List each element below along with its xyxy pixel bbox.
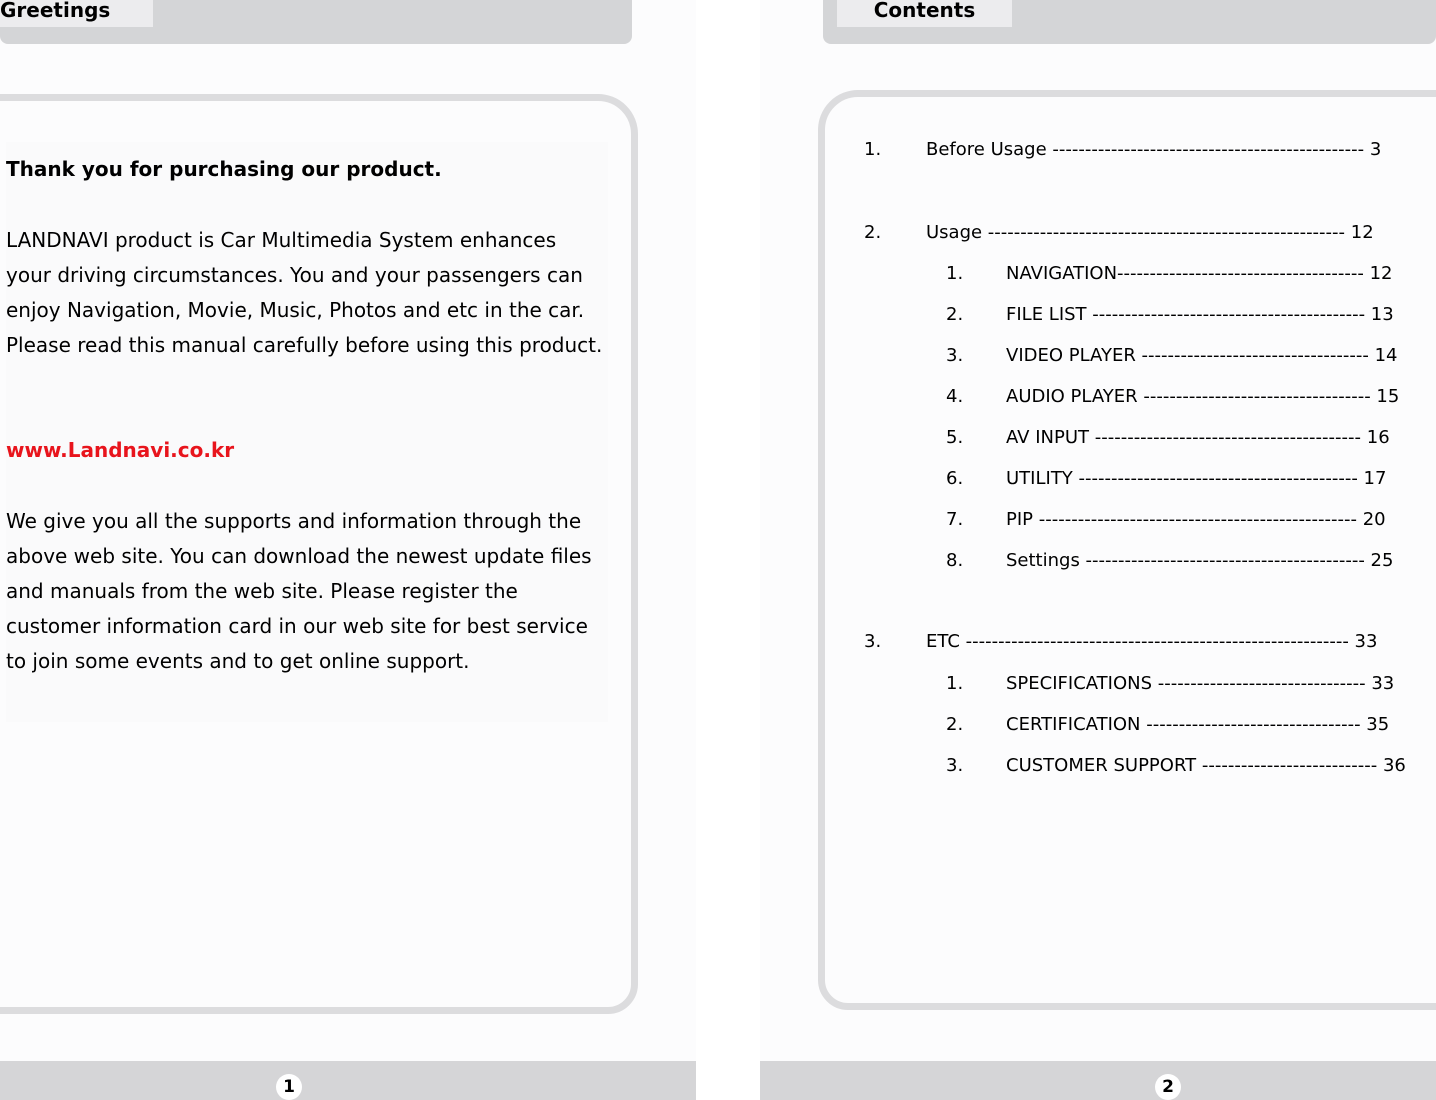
footer-bar bbox=[0, 1061, 696, 1100]
toc-subentry[interactable] bbox=[946, 714, 1390, 735]
toc-text: AV INPUT ----------------------------------------- 16 bbox=[1006, 427, 1390, 448]
toc-number: 2. bbox=[946, 714, 964, 735]
toc-subentry[interactable] bbox=[946, 345, 1398, 366]
toc-subentry[interactable] bbox=[946, 755, 1406, 776]
toc-text: VIDEO PLAYER ----------------------------------- 14 bbox=[1006, 345, 1398, 366]
toc-text: Usage ------------------------------------------------------- 12 bbox=[926, 222, 1374, 243]
toc-number: 2. bbox=[864, 222, 882, 243]
toc-number: 7. bbox=[946, 509, 964, 530]
toc-subentry[interactable] bbox=[946, 263, 1393, 284]
support-line: to join some events and to get online support. bbox=[6, 649, 470, 673]
toc-subentry[interactable] bbox=[946, 468, 1387, 489]
toc-text: SPECIFICATIONS -------------------------------- 33 bbox=[1006, 673, 1395, 694]
page-number-badge: 2 bbox=[1155, 1074, 1181, 1100]
intro-line: LANDNAVI product is Car Multimedia System enhances bbox=[6, 228, 557, 252]
toc-text: FILE LIST ------------------------------------------ 13 bbox=[1006, 304, 1394, 325]
toc-number: 2. bbox=[946, 304, 964, 325]
website-link[interactable]: www.Landnavi.co.kr bbox=[6, 438, 235, 462]
support-line: We give you all the supports and information through the bbox=[6, 509, 582, 533]
footer-bar bbox=[760, 1061, 1436, 1100]
toc-subentry[interactable] bbox=[946, 386, 1400, 407]
toc-entry-before-usage[interactable] bbox=[864, 139, 1382, 160]
toc-number: 4. bbox=[946, 386, 964, 407]
toc-subentry[interactable] bbox=[946, 304, 1394, 325]
toc-number: 1. bbox=[864, 139, 882, 160]
page-title-text: Greetings bbox=[0, 0, 111, 22]
toc-text: AUDIO PLAYER ----------------------------------- 15 bbox=[1006, 386, 1400, 407]
toc-number: 8. bbox=[946, 550, 964, 571]
toc-text: PIP ------------------------------------------------- 20 bbox=[1006, 509, 1386, 530]
toc-text: Before Usage ------------------------------------------------ 3 bbox=[926, 139, 1382, 160]
toc-number: 5. bbox=[946, 427, 964, 448]
contents-page bbox=[760, 0, 1436, 1100]
toc-number: 3. bbox=[864, 631, 882, 652]
toc-subentry[interactable] bbox=[946, 673, 1395, 694]
page-title bbox=[837, 0, 1012, 27]
toc-text: ETC ----------------------------------------------------------- 33 bbox=[926, 631, 1378, 652]
intro-line: enjoy Navigation, Movie, Music, Photos and etc in the car. bbox=[6, 298, 585, 322]
intro-line: Please read this manual carefully before using this product. bbox=[6, 333, 603, 357]
toc-number: 3. bbox=[946, 755, 964, 776]
toc-number: 3. bbox=[946, 345, 964, 366]
page-number-badge: 1 bbox=[276, 1074, 302, 1100]
toc-number: 6. bbox=[946, 468, 964, 489]
toc-text: CUSTOMER SUPPORT --------------------------- 36 bbox=[1006, 755, 1406, 776]
intro-line: your driving circumstances. You and your passengers can bbox=[6, 263, 583, 287]
toc-number: 1. bbox=[946, 673, 964, 694]
thank-you-heading: Thank you for purchasing our product. bbox=[6, 157, 442, 181]
toc-number: 1. bbox=[946, 263, 964, 284]
toc-text: CERTIFICATION --------------------------------- 35 bbox=[1006, 714, 1390, 735]
toc-subentry[interactable] bbox=[946, 427, 1390, 448]
toc-entry-etc[interactable] bbox=[864, 631, 1378, 652]
toc-text: Settings ------------------------------------------- 25 bbox=[1006, 550, 1394, 571]
toc-text: NAVIGATION-------------------------------------- 12 bbox=[1006, 263, 1393, 284]
page-title-text: Contents bbox=[873, 0, 976, 22]
toc-entry-usage[interactable] bbox=[864, 222, 1374, 243]
toc-text: UTILITY ------------------------------------------- 17 bbox=[1006, 468, 1387, 489]
support-line: above web site. You can download the newest update files bbox=[6, 544, 592, 568]
toc-subentry[interactable] bbox=[946, 509, 1386, 530]
greetings-page bbox=[0, 0, 696, 1100]
support-line: and manuals from the web site. Please register the bbox=[6, 579, 518, 603]
page-title bbox=[0, 0, 153, 27]
toc-subentry[interactable] bbox=[946, 550, 1394, 571]
support-line: customer information card in our web site for best service bbox=[6, 614, 588, 638]
